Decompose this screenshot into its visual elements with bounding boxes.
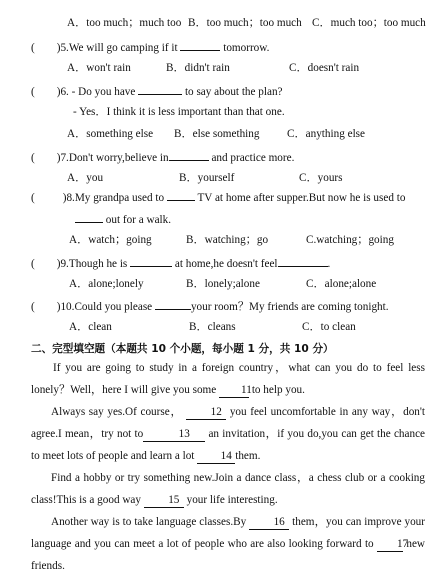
q6-reply: - Yes．I think it is less important than that one.	[73, 106, 285, 118]
question-number: )10.	[56, 301, 75, 313]
answer-paren: (	[31, 152, 35, 164]
blank-number: 13	[178, 428, 190, 440]
question-text: Could you please	[74, 301, 153, 313]
question-number: )6.	[56, 86, 69, 98]
answer-blank[interactable]	[155, 298, 191, 310]
passage-paragraph-3	[31, 467, 425, 511]
q4-option-c: C．much too；too much	[312, 17, 426, 29]
answer-paren: (	[31, 192, 35, 204]
passage-text: new friends.	[31, 538, 426, 572]
passage-text: them.	[235, 450, 261, 462]
question-10	[31, 298, 389, 314]
answer-paren: (	[31, 258, 35, 270]
question-number: )9.	[56, 258, 69, 270]
blank-number: 12	[210, 406, 222, 418]
q5-option-a: A．won't rain	[67, 62, 131, 74]
blank-number: 16	[273, 516, 285, 528]
q4-option-a: A．too much；much too	[67, 17, 182, 29]
answer-paren: (	[31, 301, 35, 313]
q6-option-c: C．anything else	[287, 128, 365, 140]
answer-blank[interactable]	[138, 83, 182, 95]
q7-option-b: B．yourself	[179, 172, 235, 184]
q10-option-c: C．to clean	[302, 321, 356, 333]
passage-text: an invitation，if you do,you can get the chance to meet lots of people and learn a lot	[31, 428, 426, 462]
question-text-mid: at home,he doesn't feel	[174, 258, 278, 270]
passage-text: your life interesting.	[186, 494, 278, 506]
blank-number: 15	[168, 494, 180, 506]
blank-11[interactable]	[219, 383, 252, 398]
question-8	[31, 189, 405, 205]
question-text: - Do you have	[71, 86, 136, 98]
q8-option-b: B．watching；go	[186, 234, 269, 246]
q7-option-c: C．yours	[299, 172, 343, 184]
passage-text: you feel uncomfortable in any way，don't agree.I mean，try not to	[31, 406, 426, 440]
question-text-end: your room？My friends are coming tonight.	[190, 301, 389, 313]
answer-blank[interactable]	[130, 255, 172, 267]
q6-option-b: B．else something	[174, 128, 260, 140]
q8-option-a: A．watch；going	[69, 234, 152, 246]
blank-17[interactable]	[377, 537, 409, 552]
blank-13[interactable]	[143, 427, 205, 442]
question-7	[31, 149, 294, 165]
blank-number: 11	[241, 384, 252, 396]
blank-15[interactable]	[144, 493, 184, 508]
answer-blank[interactable]	[75, 211, 103, 223]
question-text: Though he is	[68, 258, 128, 270]
blank-number: 17	[397, 538, 409, 550]
passage-text: Always say yes.Of course，	[51, 406, 183, 418]
passage-text: them，you can improve your language and you can meet a lot of people who are also looking forward to	[31, 516, 426, 550]
blank-14[interactable]	[197, 449, 235, 464]
q10-option-b: B．cleans	[189, 321, 236, 333]
passage-text: Find a hobby or try something new.Join a dance class，a chess club or a cooking class!This is a good way	[31, 472, 425, 506]
section-2-heading: 二、完型填空题（本题共 10 个小题，每小题 1 分，共 10 分）	[31, 343, 334, 355]
question-9	[31, 255, 330, 271]
q10-option-a: A．clean	[69, 321, 112, 333]
q9-option-a: A．alone;lonely	[69, 278, 144, 290]
answer-paren: (	[31, 86, 35, 98]
answer-blank[interactable]	[278, 255, 328, 267]
question-text-end: to say about the plan?	[184, 86, 283, 98]
q5-option-b: B．didn't rain	[166, 62, 230, 74]
passage-text: to help you.	[251, 384, 305, 396]
passage-text: Another way is to take language classes.By	[51, 516, 247, 528]
question-8-cont	[75, 211, 171, 227]
question-number: )7.	[56, 152, 69, 164]
q4-option-b: B．too much；too much	[188, 17, 302, 29]
question-5	[31, 39, 269, 55]
question-text-end: .	[327, 258, 331, 270]
answer-blank[interactable]	[169, 149, 209, 161]
question-number: )8.	[62, 192, 75, 204]
question-text-mid: TV at home after supper.But now he is used to	[197, 192, 406, 204]
q9-option-c: C．alone;alone	[306, 278, 377, 290]
q6-option-a: A．something else	[67, 128, 154, 140]
question-number: )5.	[56, 42, 69, 54]
question-text: My grandpa used to	[74, 192, 165, 204]
question-text-end: out for a walk.	[105, 214, 172, 226]
q5-option-c: C．doesn't rain	[289, 62, 360, 74]
q7-option-a: A．you	[67, 172, 104, 184]
blank-12[interactable]	[186, 405, 226, 420]
question-text: We will go camping if it	[68, 42, 178, 54]
passage-paragraph-2	[31, 401, 425, 467]
passage-paragraph-1	[31, 357, 425, 401]
question-6	[31, 83, 283, 99]
answer-paren: (	[31, 42, 35, 54]
answer-blank[interactable]	[167, 189, 195, 201]
passage-paragraph-4	[31, 511, 425, 577]
q8-option-c: C.watching；going	[306, 234, 394, 246]
answer-blank[interactable]	[180, 39, 220, 51]
question-text-end: and practice more.	[211, 152, 295, 164]
question-text: Don't worry,believe in	[68, 152, 169, 164]
question-text-end: tomorrow.	[223, 42, 270, 54]
blank-16[interactable]	[249, 515, 289, 530]
blank-number: 14	[220, 450, 232, 462]
passage-text: If you are going to study in a foreign country，what can you do to feel less lonely？Well，here I will give you some	[31, 362, 425, 396]
q9-option-b: B．lonely;alone	[186, 278, 260, 290]
